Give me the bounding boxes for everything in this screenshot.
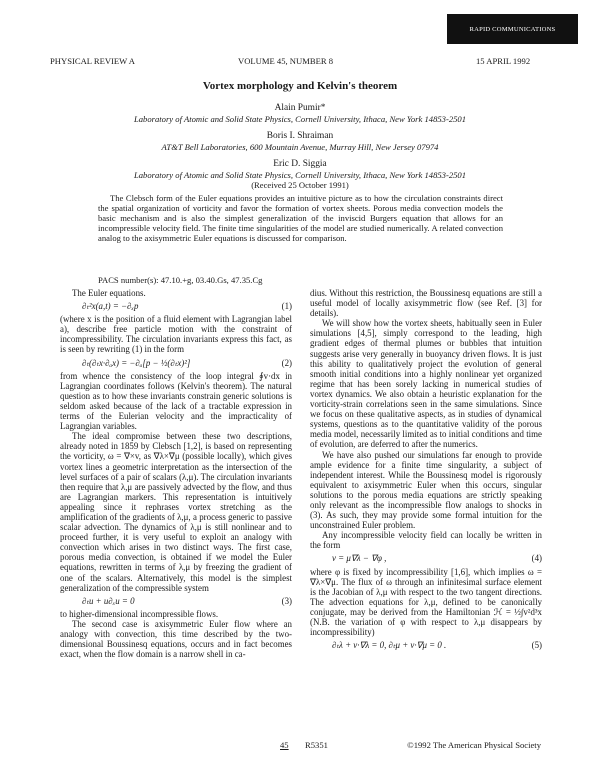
paragraph: Any incompressible velocity field can locally be written in the form [310,530,542,551]
equation-number: (5) [531,640,542,651]
author-name: Alain Pumir* [274,103,326,113]
paragraph: The ideal compromise between these two descriptions, already noted in 1859 by Clebsch [1,2], is based on representing the vorticity, ω = ∇×v, as ∇λ×∇μ (possible locally), which gives vortex lines a geometric interpretation as the intersection of the level surfaces of a pair of scalars (λ,μ). The circulation invariants then require that λ,μ are passively advected by the flow, and thus are Lagrangian markers. This representation is intuitively appealing since it rephrases vortex stretching as the amplification of the gradients of λ,μ, a process generic to passive scalar advection. The dynamics of λ,μ is still nonlinear and to proceed further, it is very useful to exploit an analogy with convection which arises in two distinct ways. The first case, porous media convection, is obtained if we model the Euler equations, rewritten in terms of λ,μ by freezing the gradient of one of the scalars. Alternatively, this model is the simplest generalization of the compressible system [60,431,292,593]
abstract: The Clebsch form of the Euler equations provides an intuitive picture as to how the circulation constraints direct the spatial organization of vorticity and favor the formation of vortex sheets. Porous media convection models the basic mechanism and is also the simplest generalization of the inviscid Burgers equation that allows for an incompressible velocity field. The finite time singularities of the model are studied numerically. A related convection analog to the axisymmetric Euler equations is discussed for comparison. [98,193,503,243]
author-affiliation: AT&T Bell Laboratories, 600 Mountain Avenue, Murray Hill, New Jersey 07974 [161,142,439,152]
paragraph: dius. Without this restriction, the Boussinesq equations are still a useful model of locally axisymmetric flow (see Ref. [3] for details). [310,288,542,319]
left-column [60,288,292,659]
right-column [310,288,542,653]
footer-volume: 45 [280,740,289,750]
footer-page-number: R5351 [305,740,328,750]
author-affiliation: Laboratory of Atomic and Solid State Physics, Cornell University, Ithaca, New York 14853-2501 [133,114,467,124]
equation-5 [310,637,542,653]
paragraph: where φ is fixed by incompressibility [1,6], which implies ω = ∇λ×∇μ. The flux of ω through an infinitesimal surface element is the Jacobian of λ,μ with respect to the two tangent directions. The advection equations for λ,μ, defined to be canonically conjugate, may be derived from the Hamiltonian ℋ = ½∫v²d³x (N.B. the variation of φ with respect to λ,μ disappears by incompressibility) [310,566,542,638]
equation: ∂ₜλ + v·∇λ = 0, ∂ₜμ + v·∇μ = 0 . [332,640,447,651]
equation-4 [310,550,542,566]
equation-1 [60,298,292,314]
rapid-communications-badge: RAPID COMMUNICATIONS [447,14,578,44]
volume-number: VOLUME 45, NUMBER 8 [238,56,334,66]
equation-number: (1) [281,301,292,312]
equation-3 [60,593,292,609]
paragraph: The Euler equations. [72,288,146,298]
equation: ∂ₜu + u∂ₓu = 0 [82,595,135,606]
equation-number: (2) [281,357,292,368]
paragraph: The second case is axisymmetric Euler flow where an analogy with convection, this time described by the two-dimensional Boussinesq equations, occurs and in fact becomes exact, when the flow domain is a narrow shell in ca- [60,618,292,660]
paragraph: from whence the consistency of the loop integral ∮v·dx in Lagrangian coordinates follows (Kelvin's theorem). The natural question as to how these invariants constrain generic solutions is seldom asked because of the lack of a tractable expression in terms of the Eulerian velocity and the impracticality of Lagrangian variables. [60,370,292,432]
paper-title: Vortex morphology and Kelvin's theorem [202,80,398,92]
author-affiliation: Laboratory of Atomic and Solid State Physics, Cornell University, Ithaca, New York 14853-2501 [133,170,467,180]
paragraph: We have also pushed our simulations far enough to provide ample evidence for a finite time singularity, a subject of independent interest. While the Boussinesq model is rigorously equivalent to axisymmetric Euler when this occurs, singular solutions to the porous media equations are strictly speaking only relevant as the incompressible flow analogs to shocks in (3). As such, they may provide some formal intuition for the unconstrained Euler problem. [310,449,542,531]
issue-date: 15 APRIL 1992 [476,56,531,66]
footer-copyright: ©1992 The American Physical Society [407,740,541,750]
equation: v = μ∇λ − ∇φ , [332,553,387,564]
equation-number: (3) [281,595,292,606]
paragraph: to higher-dimensional incompressible flows. [60,608,219,619]
equation-number: (4) [531,553,542,564]
equation: ∂ₜ(∂ₜx·∂ₐx) = −∂ₐ[p − ½(∂ₜx)²] [82,357,191,368]
pacs-numbers: PACS number(s): 47.10.+g, 03.40.Gs, 47.35.Cg [98,275,263,285]
author-name: Boris I. Shraiman [266,131,334,141]
received-date: (Received 25 October 1991) [251,180,349,190]
equation-2 [60,355,292,371]
paragraph: (where x is the position of a fluid element with Lagrangian label a), describe free particle motion with the constraint of incompressibility. The circulation invariants express this fact, as is seen by rewriting (1) in the form [60,314,292,355]
author-name: Eric D. Siggia [273,159,327,169]
paragraph: We will show how the vortex sheets, habitually seen in Euler simulations [4,5], simply correspond to the leading, high gradient edges of thermal plumes or bubbles that intuition suggests arise very generally in buoyancy driven flows. It is just this ability to qualitatively project the evolution of general smooth initial conditions into a highly nonlinear yet organized regime that has been sorely lacking in numerical studies of vortex dynamics. We also obtain a heuristic explanation for the vorticity-strain correlations seen in the same simulations. Since we focus on these qualitative aspects, as in studies of dynamical systems, questions as to the quantitative validity of the porous media model, necessarily limited as to initial conditions and time of evolution, are deferred to after the numerics. [310,318,542,450]
journal-name: PHYSICAL REVIEW A [50,56,135,66]
equation: ∂ₜ²x(a,t) = −∂ₓp [82,301,139,312]
